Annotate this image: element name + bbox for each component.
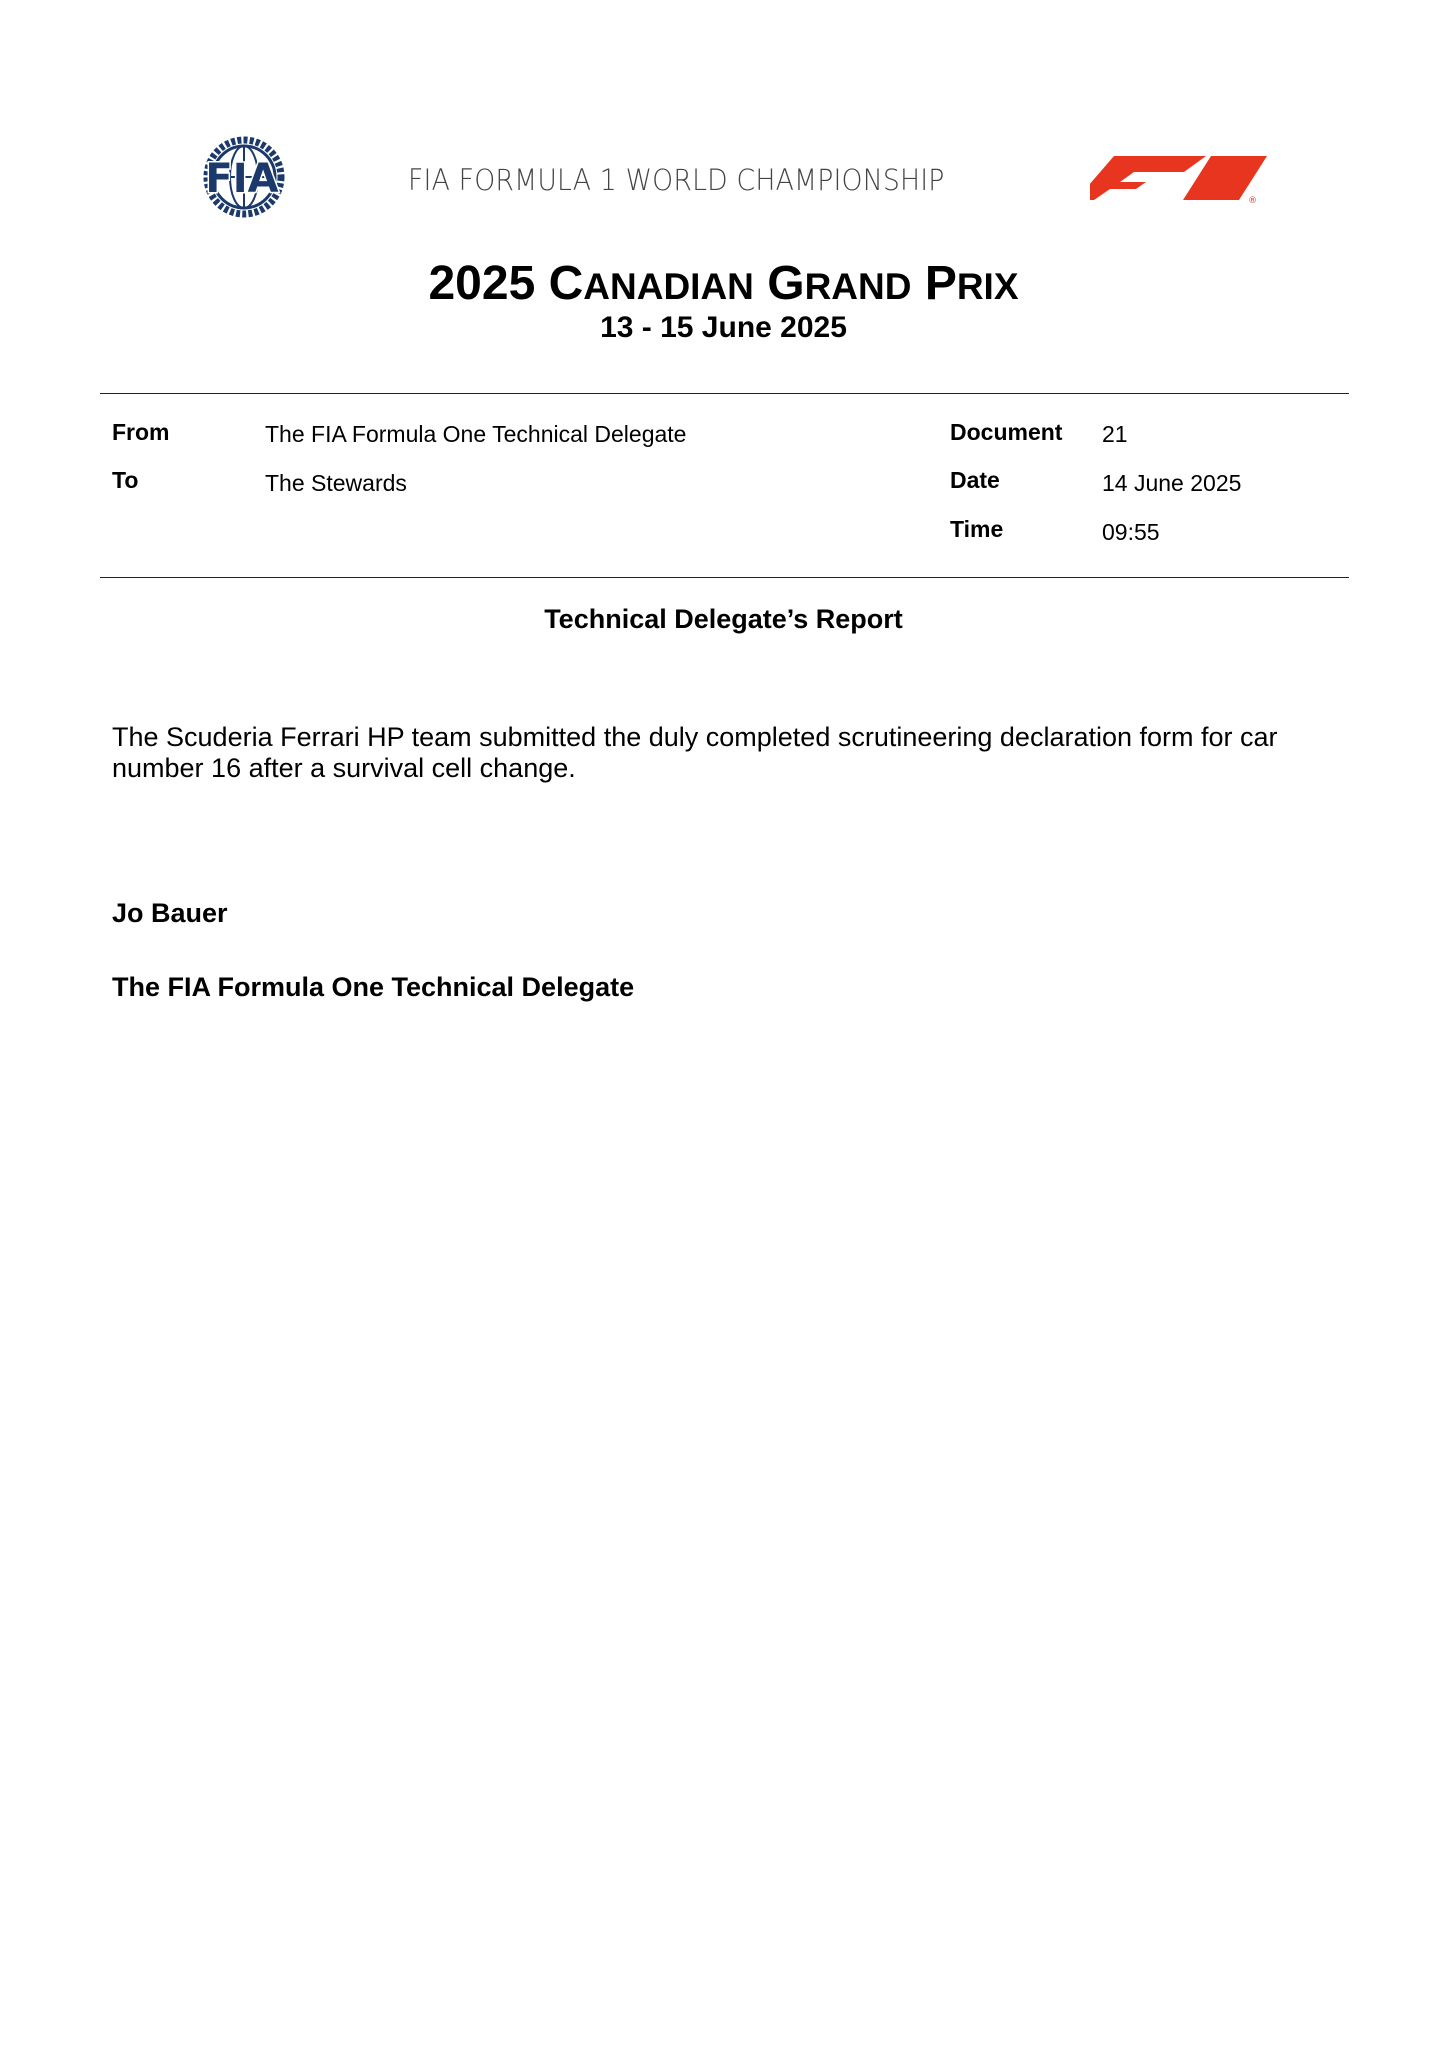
to-value: The Stewards [265,470,407,496]
time-label: Time [950,516,1004,542]
fia-logo-icon [184,134,308,220]
document-label: Document [950,419,1063,445]
report-title: Technical Delegate’s Report [544,604,903,634]
header-divider-bottom [100,577,1349,578]
event-dates: 13 - 15 June 2025 [600,311,847,344]
document-number: 21 [1102,421,1128,447]
f1-logo-icon [1090,152,1268,204]
time-value: 09:55 [1102,519,1160,545]
svg-text:®: ® [1248,196,1257,204]
event-year: 2025 [428,257,549,310]
header-divider-top [100,393,1349,394]
to-label: To [112,467,139,493]
report-body: The Scuderia Ferrari HP team submitted the duly completed scrutineering declaration form for car number 16 after a survival cell change. [112,722,1278,783]
title-word: CANADIAN [548,257,754,310]
championship-title: FIA FORMULA 1 WORLD CHAMPIONSHIP [408,163,945,197]
date-value: 14 June 2025 [1102,470,1242,496]
from-value: The FIA Formula One Technical Delegate [265,421,687,447]
svg-text:FIA: FIA [205,156,279,202]
signatory-name: Jo Bauer [112,898,228,928]
signatory-role: The FIA Formula One Technical Delegate [112,972,635,1002]
title-word: GRAND [767,257,912,310]
date-label: Date [950,467,1000,493]
from-label: From [112,419,170,445]
title-word: PRIX [924,257,1019,310]
